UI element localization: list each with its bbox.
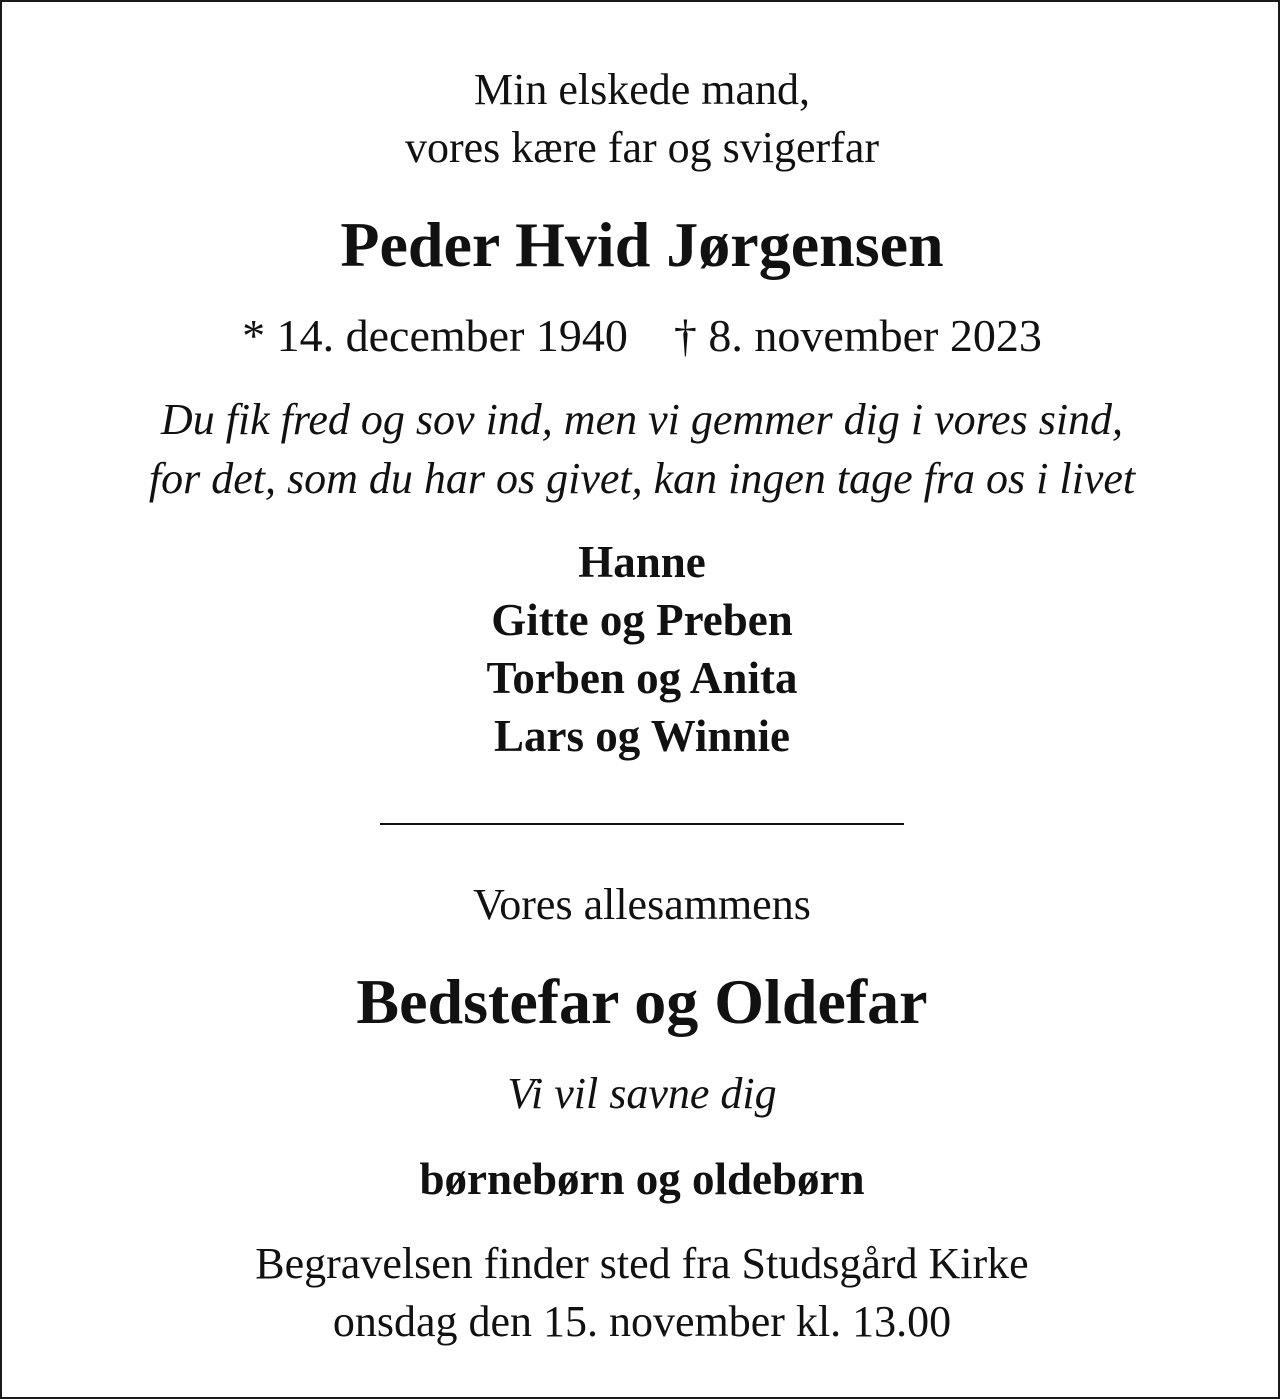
- birth-date: * 14. december 1940: [242, 310, 628, 361]
- family-member: Torben og Anita: [486, 653, 798, 703]
- section-divider: [380, 823, 904, 825]
- second-intro: Vores allesammens: [473, 880, 811, 929]
- life-dates: [2, 310, 1280, 361]
- family-member: Gitte og Preben: [491, 595, 793, 645]
- second-verse: Vi vil savne dig: [507, 1069, 777, 1118]
- family-member: Hanne: [578, 537, 706, 587]
- verse-line-2: for det, som du har os givet, kan ingen tage fra os i livet: [148, 454, 1136, 503]
- funeral-line-1: Begravelsen finder sted fra Studsgård Kirke: [255, 1239, 1029, 1288]
- grandchildren-signature: børnebørn og oldebørn: [419, 1154, 865, 1204]
- deceased-name: Peder Hvid Jørgensen: [340, 209, 944, 280]
- verse-line-1: Du fik fred og sov ind, men vi gemmer dig i vores sind,: [160, 395, 1124, 444]
- second-title: Bedstefar og Oldefar: [356, 966, 928, 1037]
- family-member: Lars og Winnie: [494, 711, 790, 761]
- death-date: † 8. november 2023: [673, 310, 1042, 361]
- intro-line-2: vores kære far og svigerfar: [404, 123, 880, 172]
- intro-line-1: Min elskede mand,: [473, 65, 811, 114]
- funeral-line-2: onsdag den 15. november kl. 13.00: [332, 1297, 952, 1346]
